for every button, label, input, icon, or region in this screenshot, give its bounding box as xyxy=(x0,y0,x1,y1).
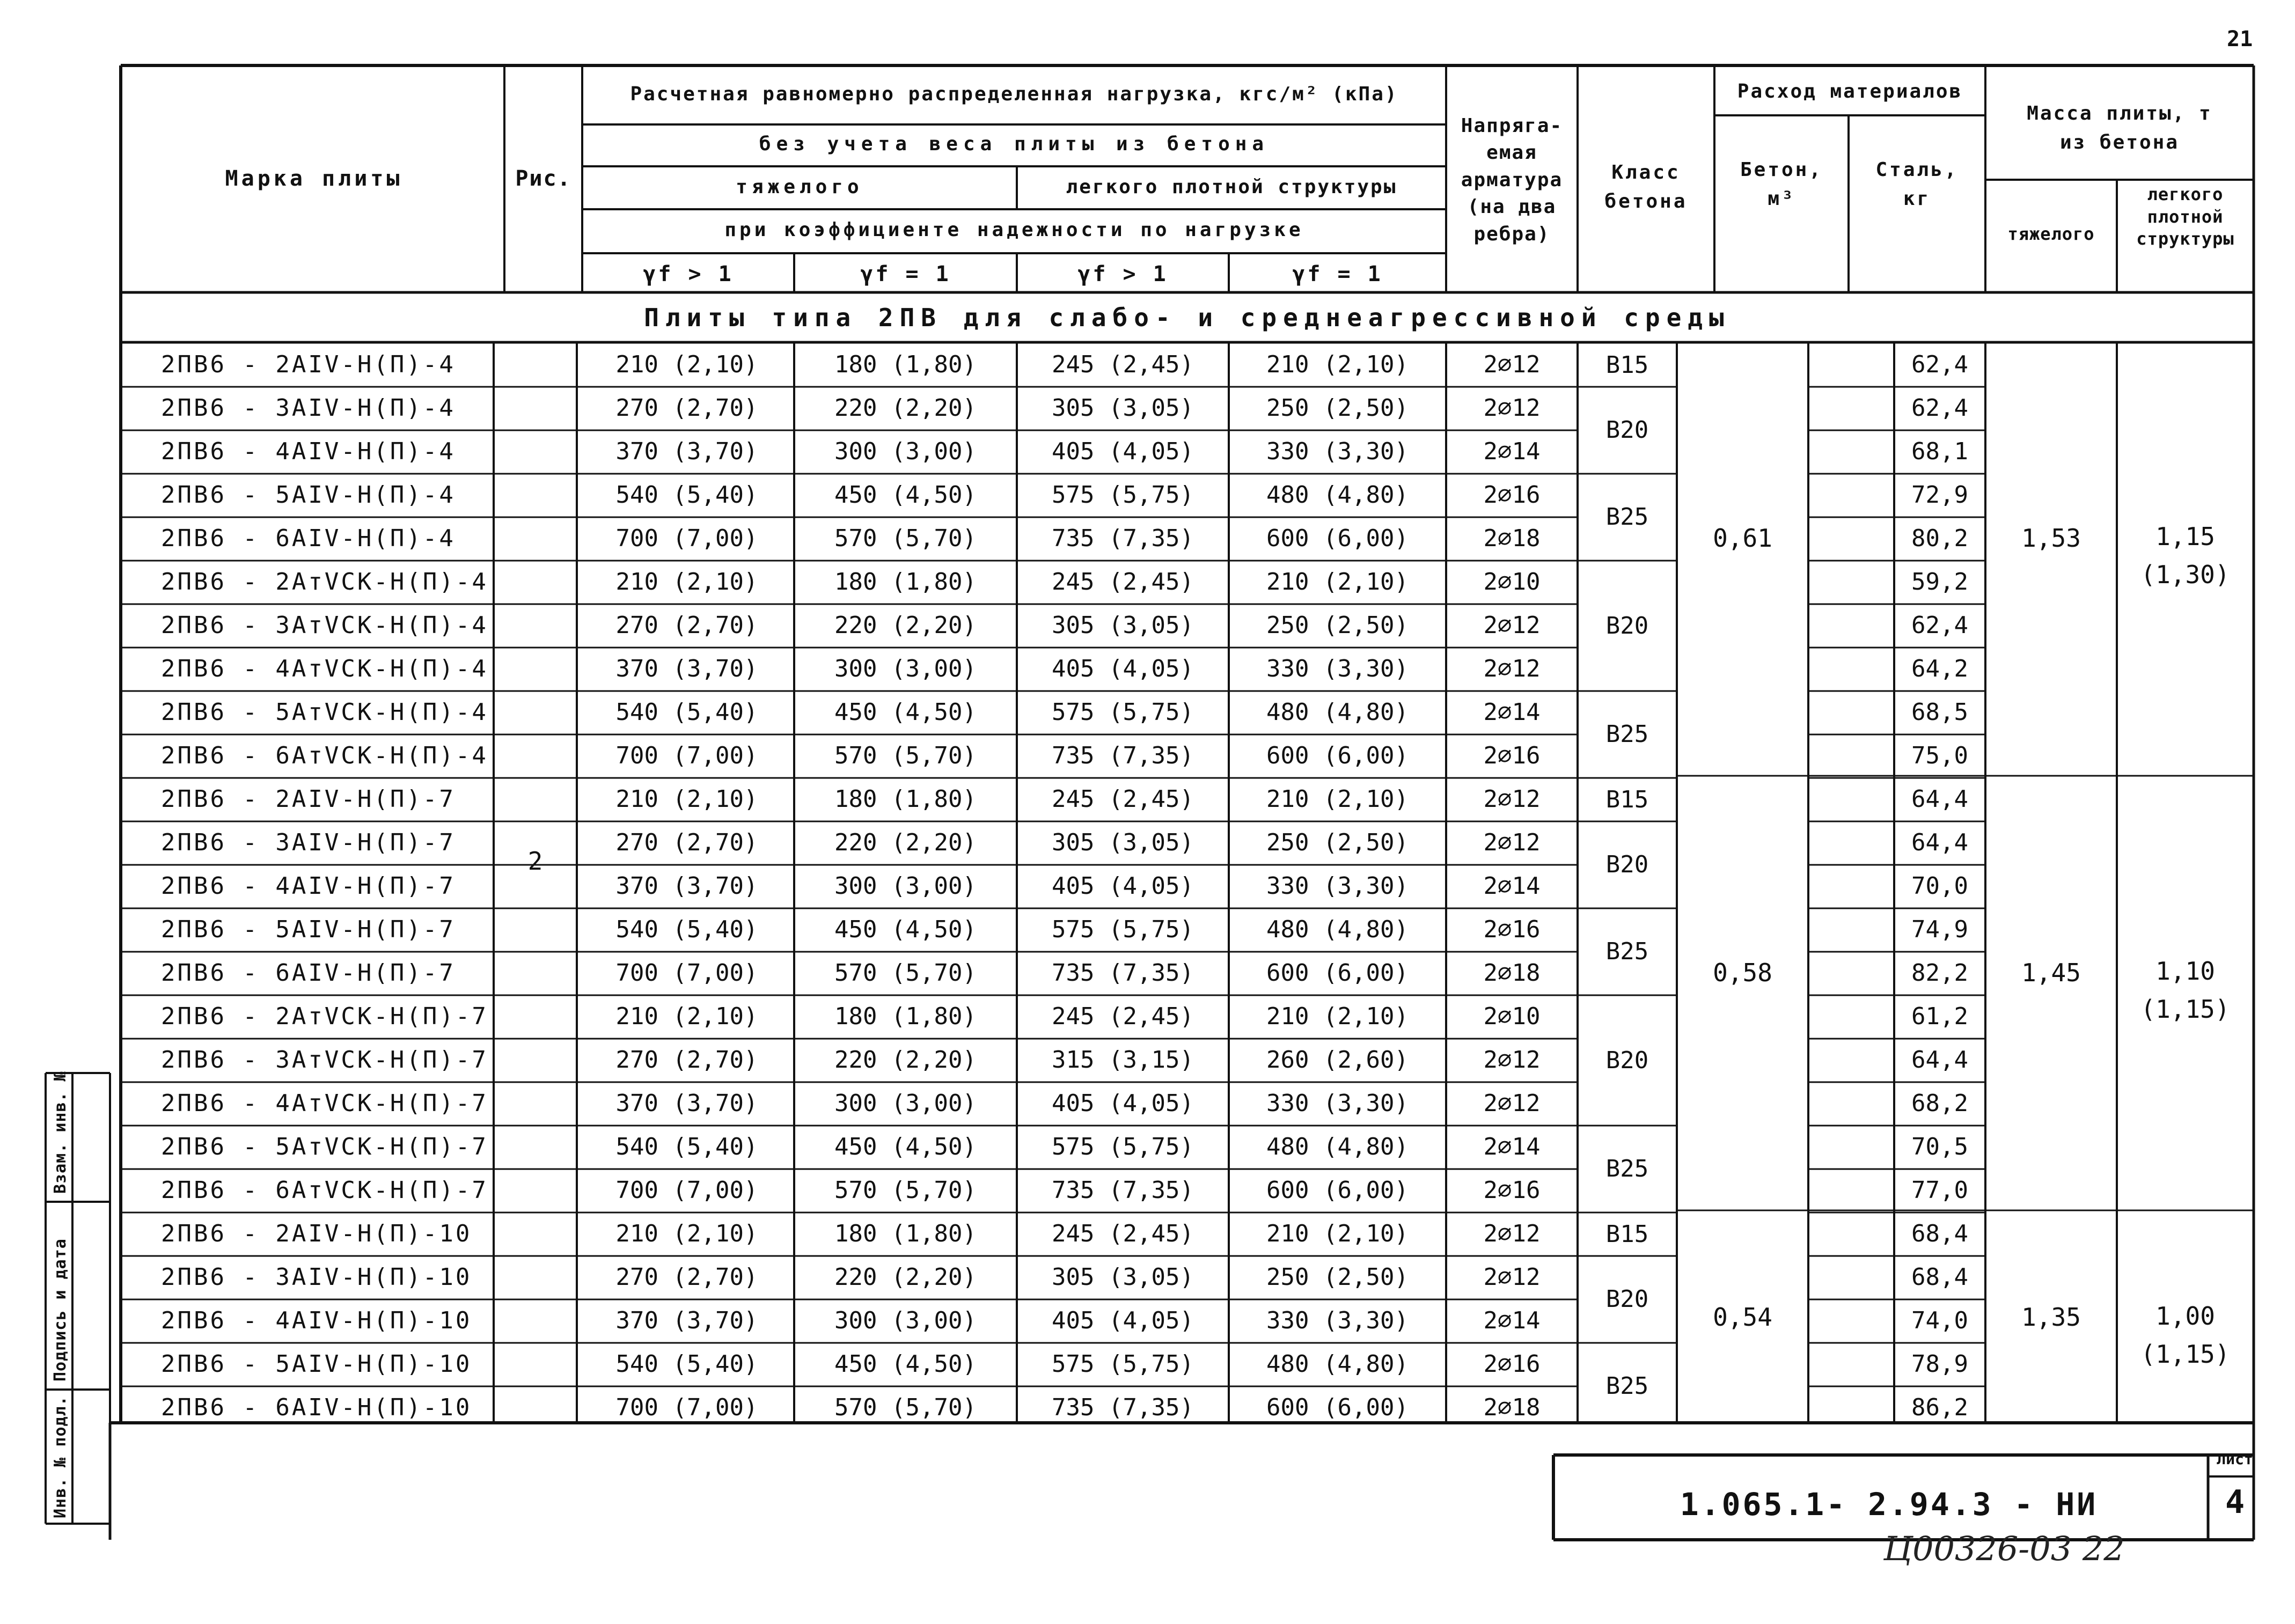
load-heavy-eq1-cell: 570 (5,70) xyxy=(834,959,977,987)
load-light-gt1-cell: 575 (5,75) xyxy=(1052,1133,1194,1160)
steel-cell: 62,4 xyxy=(1911,394,1968,422)
stamp-inv-no: Инв. № подл. xyxy=(51,1395,70,1518)
mark-cell: 2ПВ6 - 3AтVСК-Н(П)-7 xyxy=(161,1046,488,1074)
rebar-cell: 2⌀12 xyxy=(1483,829,1541,856)
load-light-eq1-cell: 210 (2,10) xyxy=(1266,568,1409,596)
load-light-eq1-cell: 480 (4,80) xyxy=(1266,1350,1409,1378)
steel-cell: 64,4 xyxy=(1911,829,1968,856)
load-light-gt1-cell: 575 (5,75) xyxy=(1052,1350,1194,1378)
load-light-gt1-cell: 405 (4,05) xyxy=(1052,1307,1194,1334)
load-heavy-gt1-cell: 540 (5,40) xyxy=(615,1133,758,1160)
steel-cell: 68,4 xyxy=(1911,1263,1968,1291)
load-light-gt1-cell: 405 (4,05) xyxy=(1052,1090,1194,1117)
load-heavy-eq1-cell: 220 (2,20) xyxy=(834,612,977,639)
load-light-gt1-cell: 245 (2,45) xyxy=(1052,351,1194,378)
header-materials: Расход материалов xyxy=(1737,80,1963,102)
load-heavy-eq1-cell: 300 (3,00) xyxy=(834,1090,977,1117)
load-heavy-eq1-cell: 570 (5,70) xyxy=(834,525,977,552)
mass-heavy-1: 1,53 xyxy=(2021,524,2081,553)
load-light-eq1-cell: 210 (2,10) xyxy=(1266,785,1409,813)
concrete-class-cell: B25 xyxy=(1605,503,1649,531)
header-light-dense: легкого плотной структуры xyxy=(1066,176,1397,198)
load-light-eq1-cell: 250 (2,50) xyxy=(1266,612,1409,639)
load-light-gt1-cell: 735 (7,35) xyxy=(1052,742,1194,769)
steel-cell: 86,2 xyxy=(1911,1394,1968,1421)
rebar-cell: 2⌀16 xyxy=(1483,916,1541,943)
mark-cell: 2ПВ6 - 6AIV-Н(П)-4 xyxy=(161,525,456,552)
header-concrete-m3: Бетон, м³ xyxy=(1740,159,1823,210)
load-light-gt1-cell: 405 (4,05) xyxy=(1052,655,1194,682)
rebar-cell: 2⌀12 xyxy=(1483,785,1541,813)
load-heavy-gt1-cell: 210 (2,10) xyxy=(615,1003,758,1030)
header-mass-heavy: тяжелого xyxy=(2007,224,2095,244)
page-number: 21 xyxy=(2227,27,2253,52)
steel-cell: 80,2 xyxy=(1911,525,1968,552)
load-light-gt1-cell: 735 (7,35) xyxy=(1052,525,1194,552)
rebar-cell: 2⌀12 xyxy=(1483,1263,1541,1291)
load-light-eq1-cell: 480 (4,80) xyxy=(1266,916,1409,943)
header-gamma-heavy-gt1: γf > 1 xyxy=(643,262,734,286)
concrete-volume-2: 0,58 xyxy=(1713,958,1772,987)
mark-cell: 2ПВ6 - 4AIV-Н(П)-10 xyxy=(161,1307,472,1334)
steel-cell: 64,2 xyxy=(1911,655,1968,682)
concrete-class-cell: B15 xyxy=(1605,351,1649,379)
rebar-cell: 2⌀14 xyxy=(1483,872,1541,900)
mark-cell: 2ПВ6 - 2AIV-Н(П)-7 xyxy=(161,785,456,813)
load-light-eq1-cell: 600 (6,00) xyxy=(1266,1394,1409,1421)
rebar-cell: 2⌀16 xyxy=(1483,481,1541,509)
rebar-cell: 2⌀10 xyxy=(1483,568,1541,596)
load-light-eq1-cell: 210 (2,10) xyxy=(1266,351,1409,378)
handwritten-note: Ц00326-03 22 xyxy=(1883,1529,2125,1568)
header-heavy: тяжелого xyxy=(736,176,863,198)
concrete-class-cell: B25 xyxy=(1605,1372,1649,1400)
load-light-gt1-cell: 305 (3,05) xyxy=(1052,829,1194,856)
load-heavy-gt1-cell: 370 (3,70) xyxy=(615,1090,758,1117)
load-light-eq1-cell: 480 (4,80) xyxy=(1266,699,1409,726)
mark-cell: 2ПВ6 - 3AIV-Н(П)-7 xyxy=(161,829,456,856)
header-without-weight: без учета веса плиты из бетона xyxy=(759,133,1270,155)
load-heavy-gt1-cell: 210 (2,10) xyxy=(615,568,758,596)
rebar-cell: 2⌀12 xyxy=(1483,1046,1541,1074)
load-heavy-gt1-cell: 270 (2,70) xyxy=(615,829,758,856)
header-mark: Марка плиты xyxy=(225,166,403,191)
load-heavy-gt1-cell: 540 (5,40) xyxy=(615,916,758,943)
load-heavy-eq1-cell: 180 (1,80) xyxy=(834,1003,977,1030)
load-light-eq1-cell: 600 (6,00) xyxy=(1266,1177,1409,1204)
load-heavy-eq1-cell: 220 (2,20) xyxy=(834,394,977,422)
header-mass-title: Масса плиты, т из бетона xyxy=(2027,102,2212,153)
load-heavy-gt1-cell: 210 (2,10) xyxy=(615,351,758,378)
load-heavy-eq1-cell: 450 (4,50) xyxy=(834,699,977,726)
mark-cell: 2ПВ6 - 2AIV-Н(П)-4 xyxy=(161,351,456,378)
load-heavy-gt1-cell: 270 (2,70) xyxy=(615,1263,758,1291)
load-heavy-gt1-cell: 370 (3,70) xyxy=(615,872,758,900)
rebar-cell: 2⌀16 xyxy=(1483,1350,1541,1378)
steel-cell: 70,0 xyxy=(1911,872,1968,900)
rebar-cell: 2⌀14 xyxy=(1483,1307,1541,1334)
load-light-gt1-cell: 245 (2,45) xyxy=(1052,568,1194,596)
rebar-cell: 2⌀12 xyxy=(1483,394,1541,422)
mark-cell: 2ПВ6 - 2AтVСК-Н(П)-4 xyxy=(161,568,488,596)
sheet-label: Лист xyxy=(2217,1450,2253,1468)
load-light-eq1-cell: 600 (6,00) xyxy=(1266,742,1409,769)
mass-light-3: 1,00 (1,15) xyxy=(2140,1302,2230,1369)
load-light-gt1-cell: 575 (5,75) xyxy=(1052,916,1194,943)
load-heavy-eq1-cell: 300 (3,00) xyxy=(834,872,977,900)
header-concrete-class: Класс бетона xyxy=(1604,161,1688,212)
load-light-gt1-cell: 735 (7,35) xyxy=(1052,1394,1194,1421)
load-heavy-eq1-cell: 570 (5,70) xyxy=(834,1177,977,1204)
load-heavy-gt1-cell: 370 (3,70) xyxy=(615,1307,758,1334)
mark-cell: 2ПВ6 - 6AIV-Н(П)-10 xyxy=(161,1394,472,1421)
steel-cell: 62,4 xyxy=(1911,612,1968,639)
rebar-cell: 2⌀12 xyxy=(1483,655,1541,682)
load-light-gt1-cell: 405 (4,05) xyxy=(1052,872,1194,900)
steel-cell: 74,9 xyxy=(1911,916,1968,943)
load-light-gt1-cell: 245 (2,45) xyxy=(1052,785,1194,813)
document-code: 1.065.1- 2.94.3 - НИ xyxy=(1680,1486,2098,1523)
steel-cell: 64,4 xyxy=(1911,1046,1968,1074)
rebar-cell: 2⌀10 xyxy=(1483,1003,1541,1030)
rebar-cell: 2⌀18 xyxy=(1483,959,1541,987)
header-gamma-light-gt1: γf > 1 xyxy=(1077,262,1168,286)
load-heavy-gt1-cell: 370 (3,70) xyxy=(615,655,758,682)
steel-cell: 64,4 xyxy=(1911,785,1968,813)
mark-cell: 2ПВ6 - 3AIV-Н(П)-10 xyxy=(161,1263,472,1291)
steel-cell: 82,2 xyxy=(1911,959,1968,987)
concrete-class-cell: B25 xyxy=(1605,938,1649,965)
rebar-cell: 2⌀18 xyxy=(1483,525,1541,552)
load-light-eq1-cell: 260 (2,60) xyxy=(1266,1046,1409,1074)
rebar-cell: 2⌀14 xyxy=(1483,1133,1541,1160)
fig-value: 2 xyxy=(527,847,543,876)
load-heavy-gt1-cell: 270 (2,70) xyxy=(615,1046,758,1074)
mark-cell: 2ПВ6 - 6AIV-Н(П)-7 xyxy=(161,959,456,987)
concrete-class-cell: B15 xyxy=(1605,1220,1649,1248)
load-light-gt1-cell: 575 (5,75) xyxy=(1052,481,1194,509)
mark-cell: 2ПВ6 - 6AтVСК-Н(П)-4 xyxy=(161,742,488,769)
header-gamma-heavy-eq1: γf = 1 xyxy=(860,262,951,286)
load-heavy-gt1-cell: 370 (3,70) xyxy=(615,438,758,465)
concrete-class-cell: B15 xyxy=(1605,785,1649,813)
load-heavy-eq1-cell: 570 (5,70) xyxy=(834,742,977,769)
mass-light-2: 1,10 (1,15) xyxy=(2140,957,2230,1024)
load-heavy-gt1-cell: 210 (2,10) xyxy=(615,1220,758,1247)
load-heavy-eq1-cell: 450 (4,50) xyxy=(834,481,977,509)
steel-cell: 68,2 xyxy=(1911,1090,1968,1117)
mark-cell: 2ПВ6 - 5AIV-Н(П)-10 xyxy=(161,1350,472,1378)
header-rebar: Напряга- емая арматура (на два ребра) xyxy=(1461,115,1563,245)
stamp-sign-date: Подпись и дата xyxy=(51,1238,70,1381)
load-heavy-eq1-cell: 450 (4,50) xyxy=(834,916,977,943)
load-heavy-eq1-cell: 220 (2,20) xyxy=(834,829,977,856)
mark-cell: 2ПВ6 - 3AтVСК-Н(П)-4 xyxy=(161,612,488,639)
steel-cell: 68,1 xyxy=(1911,438,1968,465)
concrete-class-cell: B20 xyxy=(1605,612,1649,640)
header-steel-kg: Сталь, кг xyxy=(1875,159,1959,210)
concrete-class-cell: B20 xyxy=(1605,416,1649,444)
load-heavy-eq1-cell: 180 (1,80) xyxy=(834,785,977,813)
rebar-cell: 2⌀12 xyxy=(1483,612,1541,639)
load-light-eq1-cell: 480 (4,80) xyxy=(1266,1133,1409,1160)
mark-cell: 2ПВ6 - 5AтVСК-Н(П)-7 xyxy=(161,1133,488,1160)
load-light-eq1-cell: 480 (4,80) xyxy=(1266,481,1409,509)
mark-cell: 2ПВ6 - 3AIV-Н(П)-4 xyxy=(161,394,456,422)
mark-cell: 2ПВ6 - 6AтVСК-Н(П)-7 xyxy=(161,1177,488,1204)
load-heavy-eq1-cell: 180 (1,80) xyxy=(834,351,977,378)
load-light-eq1-cell: 600 (6,00) xyxy=(1266,959,1409,987)
steel-cell: 78,9 xyxy=(1911,1350,1968,1378)
load-heavy-gt1-cell: 540 (5,40) xyxy=(615,1350,758,1378)
rebar-cell: 2⌀14 xyxy=(1483,438,1541,465)
rebar-cell: 2⌀16 xyxy=(1483,1177,1541,1204)
load-light-gt1-cell: 405 (4,05) xyxy=(1052,438,1194,465)
load-heavy-gt1-cell: 700 (7,00) xyxy=(615,1394,758,1421)
load-heavy-gt1-cell: 540 (5,40) xyxy=(615,481,758,509)
load-light-gt1-cell: 305 (3,05) xyxy=(1052,1263,1194,1291)
steel-cell: 61,2 xyxy=(1911,1003,1968,1030)
load-heavy-eq1-cell: 300 (3,00) xyxy=(834,438,977,465)
load-light-gt1-cell: 245 (2,45) xyxy=(1052,1220,1194,1247)
load-light-eq1-cell: 250 (2,50) xyxy=(1266,394,1409,422)
mass-light-1: 1,15 (1,30) xyxy=(2140,522,2230,590)
section-title: Плиты типа 2ПВ для слабо- и среднеагрессивной среды xyxy=(644,303,1731,332)
mass-heavy-2: 1,45 xyxy=(2021,958,2081,987)
load-light-gt1-cell: 305 (3,05) xyxy=(1052,612,1194,639)
steel-cell: 74,0 xyxy=(1911,1307,1968,1334)
load-heavy-gt1-cell: 540 (5,40) xyxy=(615,699,758,726)
load-heavy-eq1-cell: 570 (5,70) xyxy=(834,1394,977,1421)
concrete-volume-3: 0,54 xyxy=(1713,1303,1772,1332)
steel-cell: 68,4 xyxy=(1911,1220,1968,1247)
steel-cell: 75,0 xyxy=(1911,742,1968,769)
stamp-replace-inv: Взам. инв. № xyxy=(51,1071,70,1194)
load-heavy-eq1-cell: 180 (1,80) xyxy=(834,568,977,596)
load-heavy-eq1-cell: 450 (4,50) xyxy=(834,1133,977,1160)
concrete-class-cell: B20 xyxy=(1605,851,1649,878)
load-heavy-eq1-cell: 220 (2,20) xyxy=(834,1046,977,1074)
load-light-gt1-cell: 305 (3,05) xyxy=(1052,394,1194,422)
header-mass-light: легкого плотной структуры xyxy=(2136,184,2234,249)
mass-heavy-3: 1,35 xyxy=(2021,1303,2081,1332)
steel-cell: 62,4 xyxy=(1911,351,1968,378)
load-light-eq1-cell: 250 (2,50) xyxy=(1266,1263,1409,1291)
load-heavy-gt1-cell: 270 (2,70) xyxy=(615,612,758,639)
steel-cell: 70,5 xyxy=(1911,1133,1968,1160)
mark-cell: 2ПВ6 - 5AIV-Н(П)-4 xyxy=(161,481,456,509)
load-light-eq1-cell: 330 (3,30) xyxy=(1266,438,1409,465)
load-light-eq1-cell: 330 (3,30) xyxy=(1266,872,1409,900)
load-heavy-gt1-cell: 270 (2,70) xyxy=(615,394,758,422)
mark-cell: 2ПВ6 - 2AтVСК-Н(П)-7 xyxy=(161,1003,488,1030)
mark-cell: 2ПВ6 - 4AIV-Н(П)-7 xyxy=(161,872,456,900)
load-light-eq1-cell: 210 (2,10) xyxy=(1266,1003,1409,1030)
mark-cell: 2ПВ6 - 4AтVСК-Н(П)-7 xyxy=(161,1090,488,1117)
load-heavy-gt1-cell: 700 (7,00) xyxy=(615,959,758,987)
load-light-gt1-cell: 735 (7,35) xyxy=(1052,1177,1194,1204)
steel-cell: 77,0 xyxy=(1911,1177,1968,1204)
load-heavy-eq1-cell: 180 (1,80) xyxy=(834,1220,977,1247)
load-light-gt1-cell: 735 (7,35) xyxy=(1052,959,1194,987)
load-heavy-eq1-cell: 300 (3,00) xyxy=(834,1307,977,1334)
rebar-cell: 2⌀18 xyxy=(1483,1394,1541,1421)
concrete-class-cell: B20 xyxy=(1605,1285,1649,1313)
rebar-cell: 2⌀16 xyxy=(1483,742,1541,769)
load-heavy-gt1-cell: 700 (7,00) xyxy=(615,525,758,552)
load-light-gt1-cell: 575 (5,75) xyxy=(1052,699,1194,726)
header-gamma-light-eq1: γf = 1 xyxy=(1292,262,1383,286)
load-light-eq1-cell: 600 (6,00) xyxy=(1266,525,1409,552)
steel-cell: 72,9 xyxy=(1911,481,1968,509)
load-light-eq1-cell: 330 (3,30) xyxy=(1266,655,1409,682)
load-heavy-gt1-cell: 210 (2,10) xyxy=(615,785,758,813)
load-light-eq1-cell: 210 (2,10) xyxy=(1266,1220,1409,1247)
concrete-volume-1: 0,61 xyxy=(1713,524,1772,553)
load-light-eq1-cell: 250 (2,50) xyxy=(1266,829,1409,856)
sheet-number: 4 xyxy=(2225,1483,2245,1521)
header-fig: Рис. xyxy=(515,166,571,191)
load-light-eq1-cell: 330 (3,30) xyxy=(1266,1307,1409,1334)
load-heavy-eq1-cell: 300 (3,00) xyxy=(834,655,977,682)
rebar-cell: 2⌀12 xyxy=(1483,351,1541,378)
mark-cell: 2ПВ6 - 5AIV-Н(П)-7 xyxy=(161,916,456,943)
load-heavy-gt1-cell: 700 (7,00) xyxy=(615,742,758,769)
steel-cell: 59,2 xyxy=(1911,568,1968,596)
rebar-cell: 2⌀14 xyxy=(1483,699,1541,726)
rebar-cell: 2⌀12 xyxy=(1483,1220,1541,1247)
mark-cell: 2ПВ6 - 4AтVСК-Н(П)-4 xyxy=(161,655,488,682)
mark-cell: 2ПВ6 - 4AIV-Н(П)-4 xyxy=(161,438,456,465)
mark-cell: 2ПВ6 - 5AтVСК-Н(П)-4 xyxy=(161,699,488,726)
load-light-gt1-cell: 245 (2,45) xyxy=(1052,1003,1194,1030)
steel-cell: 68,5 xyxy=(1911,699,1968,726)
load-heavy-gt1-cell: 700 (7,00) xyxy=(615,1177,758,1204)
rebar-cell: 2⌀12 xyxy=(1483,1090,1541,1117)
concrete-class-cell: B20 xyxy=(1605,1046,1649,1074)
header-load-title: Расчетная равномерно распределенная нагрузка, кгс/м² (кПа) xyxy=(630,83,1398,105)
load-heavy-eq1-cell: 450 (4,50) xyxy=(834,1350,977,1378)
load-light-gt1-cell: 315 (3,15) xyxy=(1052,1046,1194,1074)
concrete-class-cell: B25 xyxy=(1605,1155,1649,1182)
load-light-eq1-cell: 330 (3,30) xyxy=(1266,1090,1409,1117)
load-heavy-eq1-cell: 220 (2,20) xyxy=(834,1263,977,1291)
concrete-class-cell: B25 xyxy=(1605,721,1649,748)
mark-cell: 2ПВ6 - 2AIV-Н(П)-10 xyxy=(161,1220,472,1247)
header-reliability: при коэффициенте надежности по нагрузке xyxy=(724,219,1304,241)
